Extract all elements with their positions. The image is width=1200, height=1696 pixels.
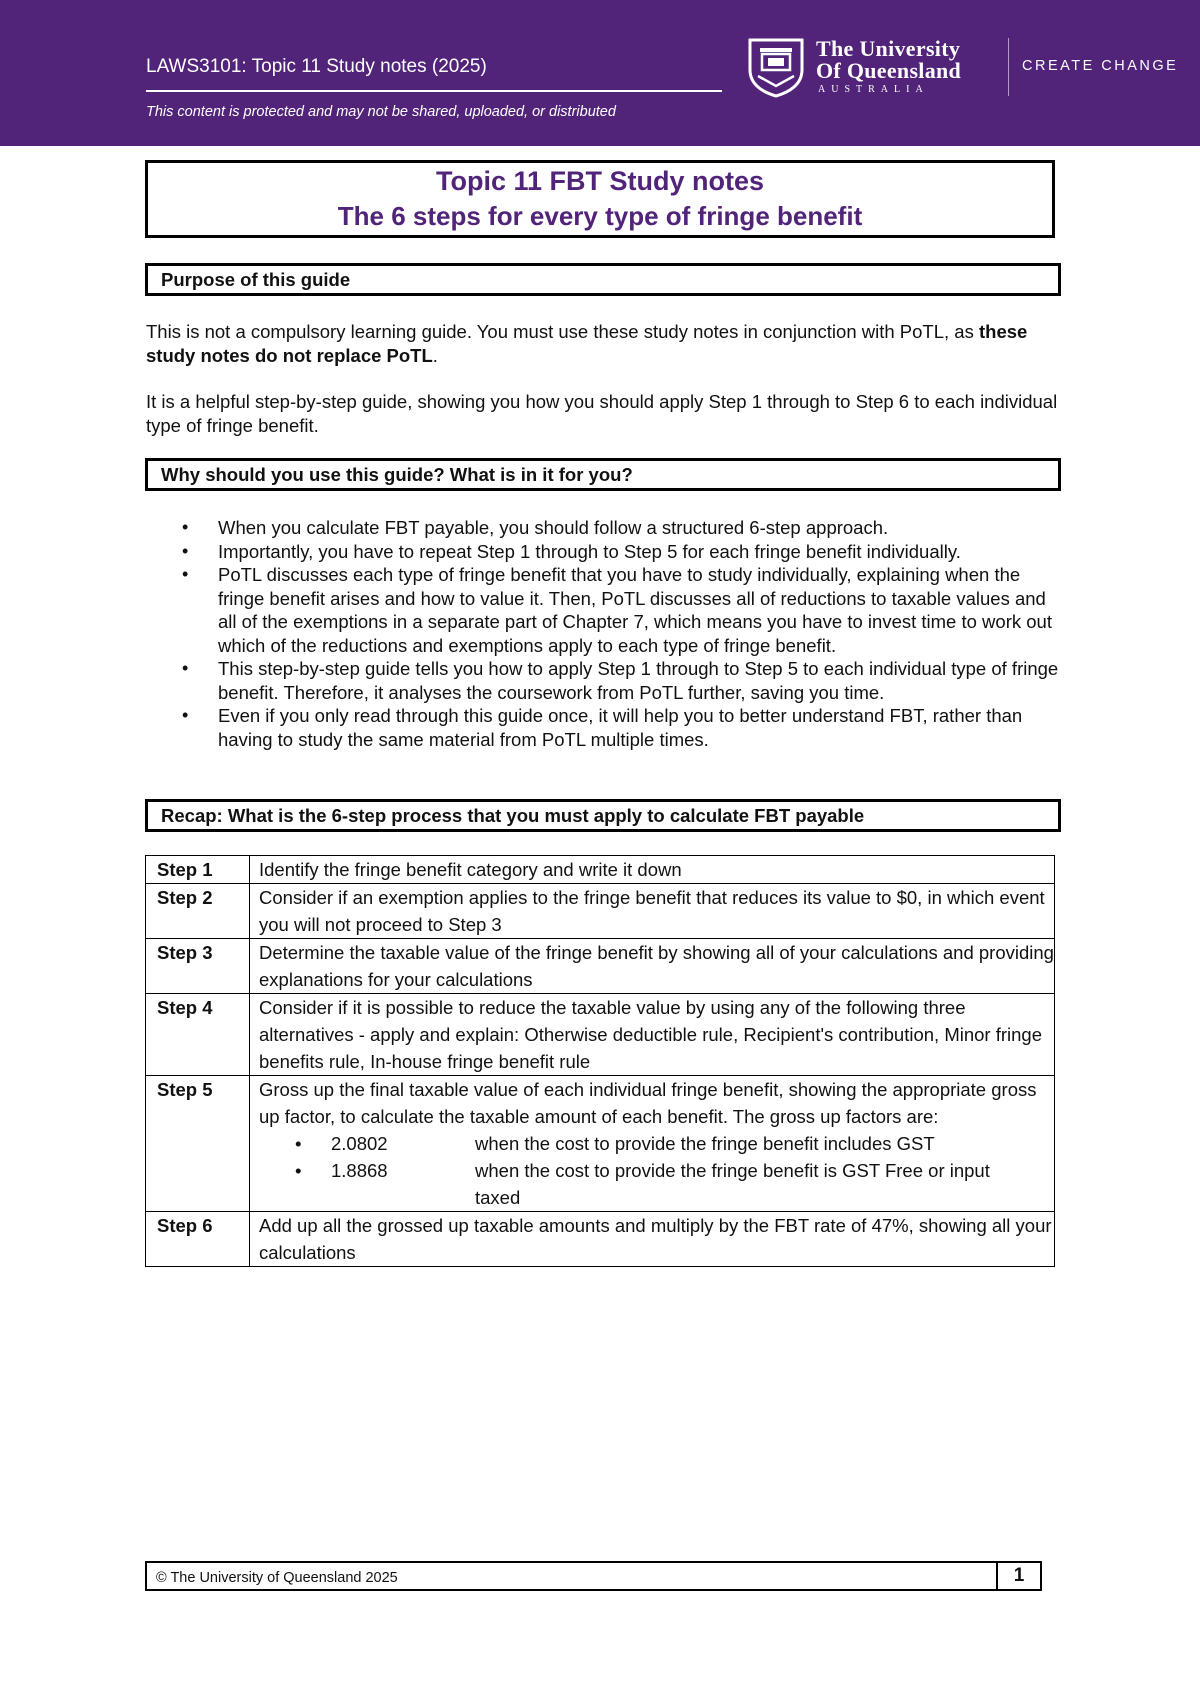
- document-subtitle: The 6 steps for every type of fringe benefit: [337, 201, 863, 231]
- table-row: [146, 994, 1055, 1076]
- gross-up-factor-value: 2.0802: [331, 1133, 388, 1154]
- step-label: Step 4: [146, 994, 250, 1076]
- purpose-heading: Purpose of this guide: [145, 263, 1061, 296]
- protection-notice: This content is protected and may not be shared, uploaded, or distributed: [146, 104, 616, 120]
- list-item: [146, 563, 1066, 657]
- purpose-paragraph-2: It is a helpful step-by-step guide, showing you how you should apply Step 1 through to Step 6 to each individual type of fringe benefit.: [146, 391, 1058, 436]
- uq-logo-line2: Of Queensland: [816, 58, 962, 83]
- bullet-icon: •: [295, 1160, 302, 1181]
- purpose-p1-end: .: [432, 344, 438, 366]
- gross-up-factor-value: 1.8868: [331, 1160, 388, 1181]
- bullet-icon: •: [182, 705, 189, 725]
- uq-crest-icon: [746, 36, 806, 98]
- table-row: [146, 856, 1055, 884]
- step-label: Step 1: [146, 856, 250, 884]
- step-description: Consider if it is possible to reduce the taxable value by using any of the following three alternatives - apply and explain: Otherwise deductible rule, Recipient's contribution, Minor fringe benefits rule, In-house fringe benefit rule: [250, 994, 1055, 1076]
- step-description: Add up all the grossed up taxable amounts and multiply by the FBT rate of 47%, showing all your calculations: [250, 1212, 1055, 1267]
- page-number: 1: [996, 1563, 1040, 1589]
- bullet-icon: •: [182, 564, 189, 584]
- uq-logo-line3: AUSTRALIA: [818, 84, 929, 95]
- list-item: [146, 657, 1066, 704]
- table-row: [146, 884, 1055, 939]
- purpose-p1-bold: these study notes do not replace PoTL: [146, 321, 1028, 366]
- gross-up-factor-description: when the cost to provide the fringe benefit includes GST: [475, 1133, 935, 1154]
- recap-heading: Recap: What is the 6-step process that you must apply to calculate FBT payable: [145, 799, 1061, 832]
- purpose-paragraph-1: [146, 320, 1060, 367]
- table-row: [146, 939, 1055, 994]
- bullet-icon: •: [295, 1133, 302, 1154]
- table-row: [146, 1076, 1055, 1212]
- steps-table: [145, 855, 1055, 1267]
- bullet-text: Importantly, you have to repeat Step 1 through to Step 5 for each fringe benefit individually.: [218, 540, 961, 562]
- tagline: CREATE CHANGE: [1022, 58, 1179, 74]
- step-description: Identify the fringe benefit category and write it down: [250, 856, 1055, 884]
- gross-up-factor-row: [259, 1130, 1054, 1157]
- step-description: [250, 1076, 1055, 1212]
- why-bullet-list: [146, 516, 1066, 751]
- list-item: [146, 704, 1066, 751]
- copyright-text: © The University of Queensland 2025: [156, 1570, 398, 1586]
- bullet-text: This step-by-step guide tells you how to apply Step 1 through to Step 5 to each individual type of fringe benefit. Therefore, it analyses the coursework from PoTL further, saving you time.: [218, 658, 1059, 703]
- page-footer: [145, 1561, 1042, 1591]
- step-label: Step 6: [146, 1212, 250, 1267]
- bullet-text: PoTL discusses each type of fringe benefit that you have to study individually, explaining when the fringe benefit arises and how to value it. Then, PoTL discusses all of reductions to taxable values and all of the exemptions in a separate part of Chapter 7, which means you have to invest time to work out which of the reductions and exemptions apply to each type of fringe benefit.: [218, 564, 1052, 656]
- bullet-text: When you calculate FBT payable, you should follow a structured 6-step approach.: [218, 517, 889, 538]
- course-title: LAWS3101: Topic 11 Study notes (2025): [146, 56, 487, 77]
- bullet-icon: •: [182, 517, 189, 537]
- why-heading: Why should you use this guide? What is in it for you?: [145, 458, 1061, 491]
- page-header: [0, 0, 1200, 146]
- bullet-icon: •: [182, 540, 189, 561]
- logo-divider: [1008, 38, 1009, 96]
- list-item: [146, 516, 1066, 540]
- gross-up-factor-description: when the cost to provide the fringe benefit is GST Free or input taxed: [475, 1160, 990, 1208]
- document-title-box: [145, 160, 1055, 238]
- bullet-text: Even if you only read through this guide once, it will help you to better understand FBT, rather than having to study the same material from PoTL multiple times.: [218, 705, 1023, 750]
- bullet-icon: •: [182, 658, 189, 678]
- step-5-text: Gross up the final taxable value of each individual fringe benefit, showing the appropriate gross up factor, to calculate the taxable amount of each benefit. The gross up factors are:: [259, 1079, 1037, 1127]
- step-description: Determine the taxable value of the fringe benefit by showing all of your calculations and providing explanations for your calculations: [250, 939, 1055, 994]
- step-label: Step 5: [146, 1076, 250, 1212]
- header-rule: [146, 90, 722, 92]
- step-label: Step 3: [146, 939, 250, 994]
- list-item: [146, 540, 1066, 564]
- step-description: Consider if an exemption applies to the fringe benefit that reduces its value to $0, in which event you will not proceed to Step 3: [250, 884, 1055, 939]
- document-title: Topic 11 FBT Study notes: [435, 166, 765, 196]
- uq-logo-line1: The University: [816, 36, 961, 61]
- gross-up-factor-row: [259, 1157, 1054, 1211]
- step-label: Step 2: [146, 884, 250, 939]
- table-row: [146, 1212, 1055, 1267]
- purpose-p1-text: This is not a compulsory learning guide. You must use these study notes in conjunction with PoTL, as: [146, 321, 979, 342]
